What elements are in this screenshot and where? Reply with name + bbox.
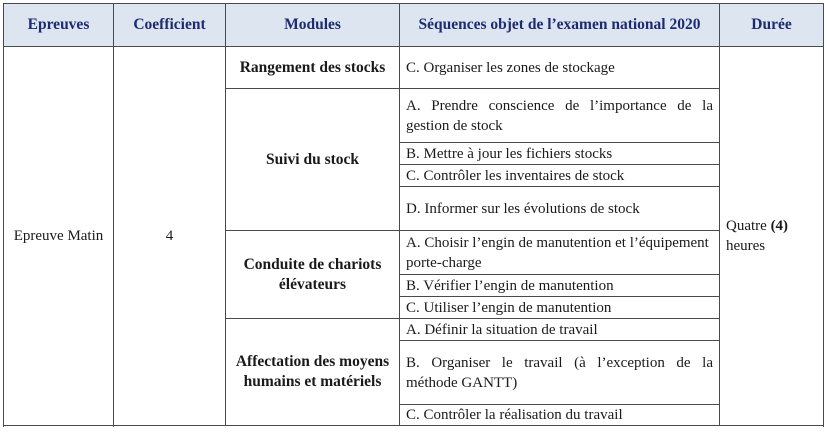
epreuve-cell: Epreuve Matin [4,47,114,426]
exam-table [3,3,824,426]
sequence-cell: B. Organiser le travail (à l’exception de la méthode GANTT) [400,341,720,405]
sequence-cell: C. Organiser les zones de stockage [400,47,720,89]
header-row [4,4,824,47]
duree-number: (4) [770,218,789,234]
header-epreuves: Epreuves [4,4,114,47]
sequence-cell: C. Contrôler les inventaires de stock [400,165,720,187]
sequence-cell: B. Mettre à jour les fichiers stocks [400,143,720,165]
module-suivi: Suivi du stock [226,89,400,231]
header-modules: Modules [226,4,400,47]
duree-cell [720,47,824,426]
module-affectation: Affectation des moyens humains et matériels [226,319,400,426]
sequence-cell: D. Informer sur les évolutions de stock [400,187,720,231]
sequence-cell: A. Définir la situation de travail [400,319,720,341]
module-rangement: Rangement des stocks [226,47,400,89]
coefficient-cell: 4 [114,47,226,426]
sequence-cell: C. Contrôler la réalisation du travail [400,405,720,426]
header-sequences: Séquences objet de l’examen national 2020 [400,4,720,47]
header-duree: Durée [720,4,824,47]
module-conduite: Conduite de chariots élévateurs [226,231,400,319]
duree-text: Quatre (4) heures [726,218,789,254]
header-coefficient: Coefficient [114,4,226,47]
sequence-cell: B. Vérifier l’engin de manutention [400,275,720,297]
table-row [4,47,824,89]
sequence-cell: C. Utiliser l’engin de manutention [400,297,720,319]
sequence-cell: A. Prendre conscience de l’importance de la gestion de stock [400,89,720,143]
sequence-cell: A. Choisir l’engin de manutention et l’équipement porte-charge [400,231,720,275]
